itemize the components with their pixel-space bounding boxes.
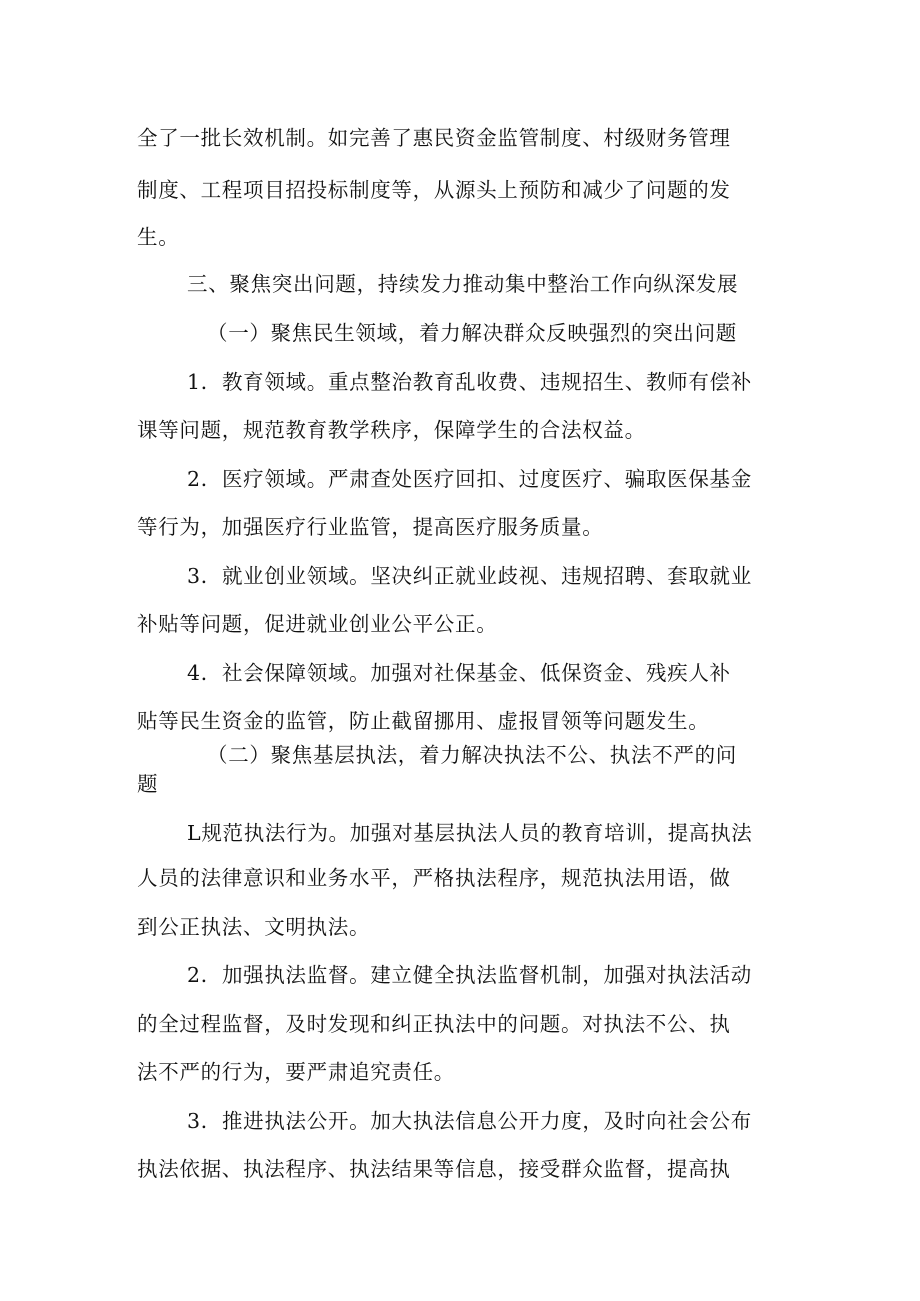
body-text-line: 生。	[137, 225, 180, 249]
list-item-line: 3．就业创业领域。坚决纠正就业歧视、违规招聘、套取就业	[187, 564, 752, 588]
body-text-line: 制度、工程项目招投标制度等，从源头上预防和减少了问题的发	[137, 178, 731, 202]
body-text-line: 执法依据、执法程序、执法结果等信息，接受群众监督，提高执	[137, 1157, 731, 1181]
list-item-line: 4．社会保障领域。加强对社保基金、低保资金、残疾人补	[187, 661, 731, 685]
list-item-line: 2．医疗领域。严肃查处医疗回扣、过度医疗、骗取医保基金	[187, 467, 752, 491]
subsection-heading: （一）聚焦民生领域，着力解决群众反映强烈的突出问题	[207, 321, 737, 345]
body-text-line: 贴等民生资金的监管，防止截留挪用、虚报冒领等问题发生。	[137, 709, 710, 733]
body-text-line: 的全过程监督，及时发现和纠正执法中的问题。对执法不公、执	[137, 1012, 731, 1036]
list-item-line: 2．加强执法监督。建立健全执法监督机制，加强对执法活动	[187, 963, 752, 987]
body-text-line: 课等问题，规范教育教学秩序，保障学生的合法权益。	[137, 418, 646, 442]
subsection-heading: （二）聚焦基层执法，着力解决执法不公、执法不严的问	[207, 743, 737, 767]
body-text-line: 补贴等问题，促进就业创业公平公正。	[137, 612, 498, 636]
body-text-line: 等行为，加强医疗行业监管，提高医疗服务质量。	[137, 515, 604, 539]
list-item-line: 1．教育领域。重点整治教育乱收费、违规招生、教师有偿补	[187, 370, 752, 394]
body-text-line: 法不严的行为，要严肃追究责任。	[137, 1060, 455, 1084]
subsection-heading-cont: 题	[137, 772, 159, 796]
body-text-line: 全了一批长效机制。如完善了惠民资金监管制度、村级财务管理	[137, 126, 731, 150]
list-item-line: 3．推进执法公开。加大执法信息公开力度，及时向社会公布	[187, 1109, 752, 1133]
body-text-line: 到公正执法、文明执法。	[137, 915, 371, 939]
section-heading: 三、聚焦突出问题，持续发力推动集中整治工作向纵深发展	[187, 272, 739, 296]
list-item-line: L规范执法行为。加强对基层执法人员的教育培训，提高执法	[187, 821, 753, 845]
body-text-line: 人员的法律意识和业务水平，严格执法程序，规范执法用语，做	[137, 866, 731, 890]
